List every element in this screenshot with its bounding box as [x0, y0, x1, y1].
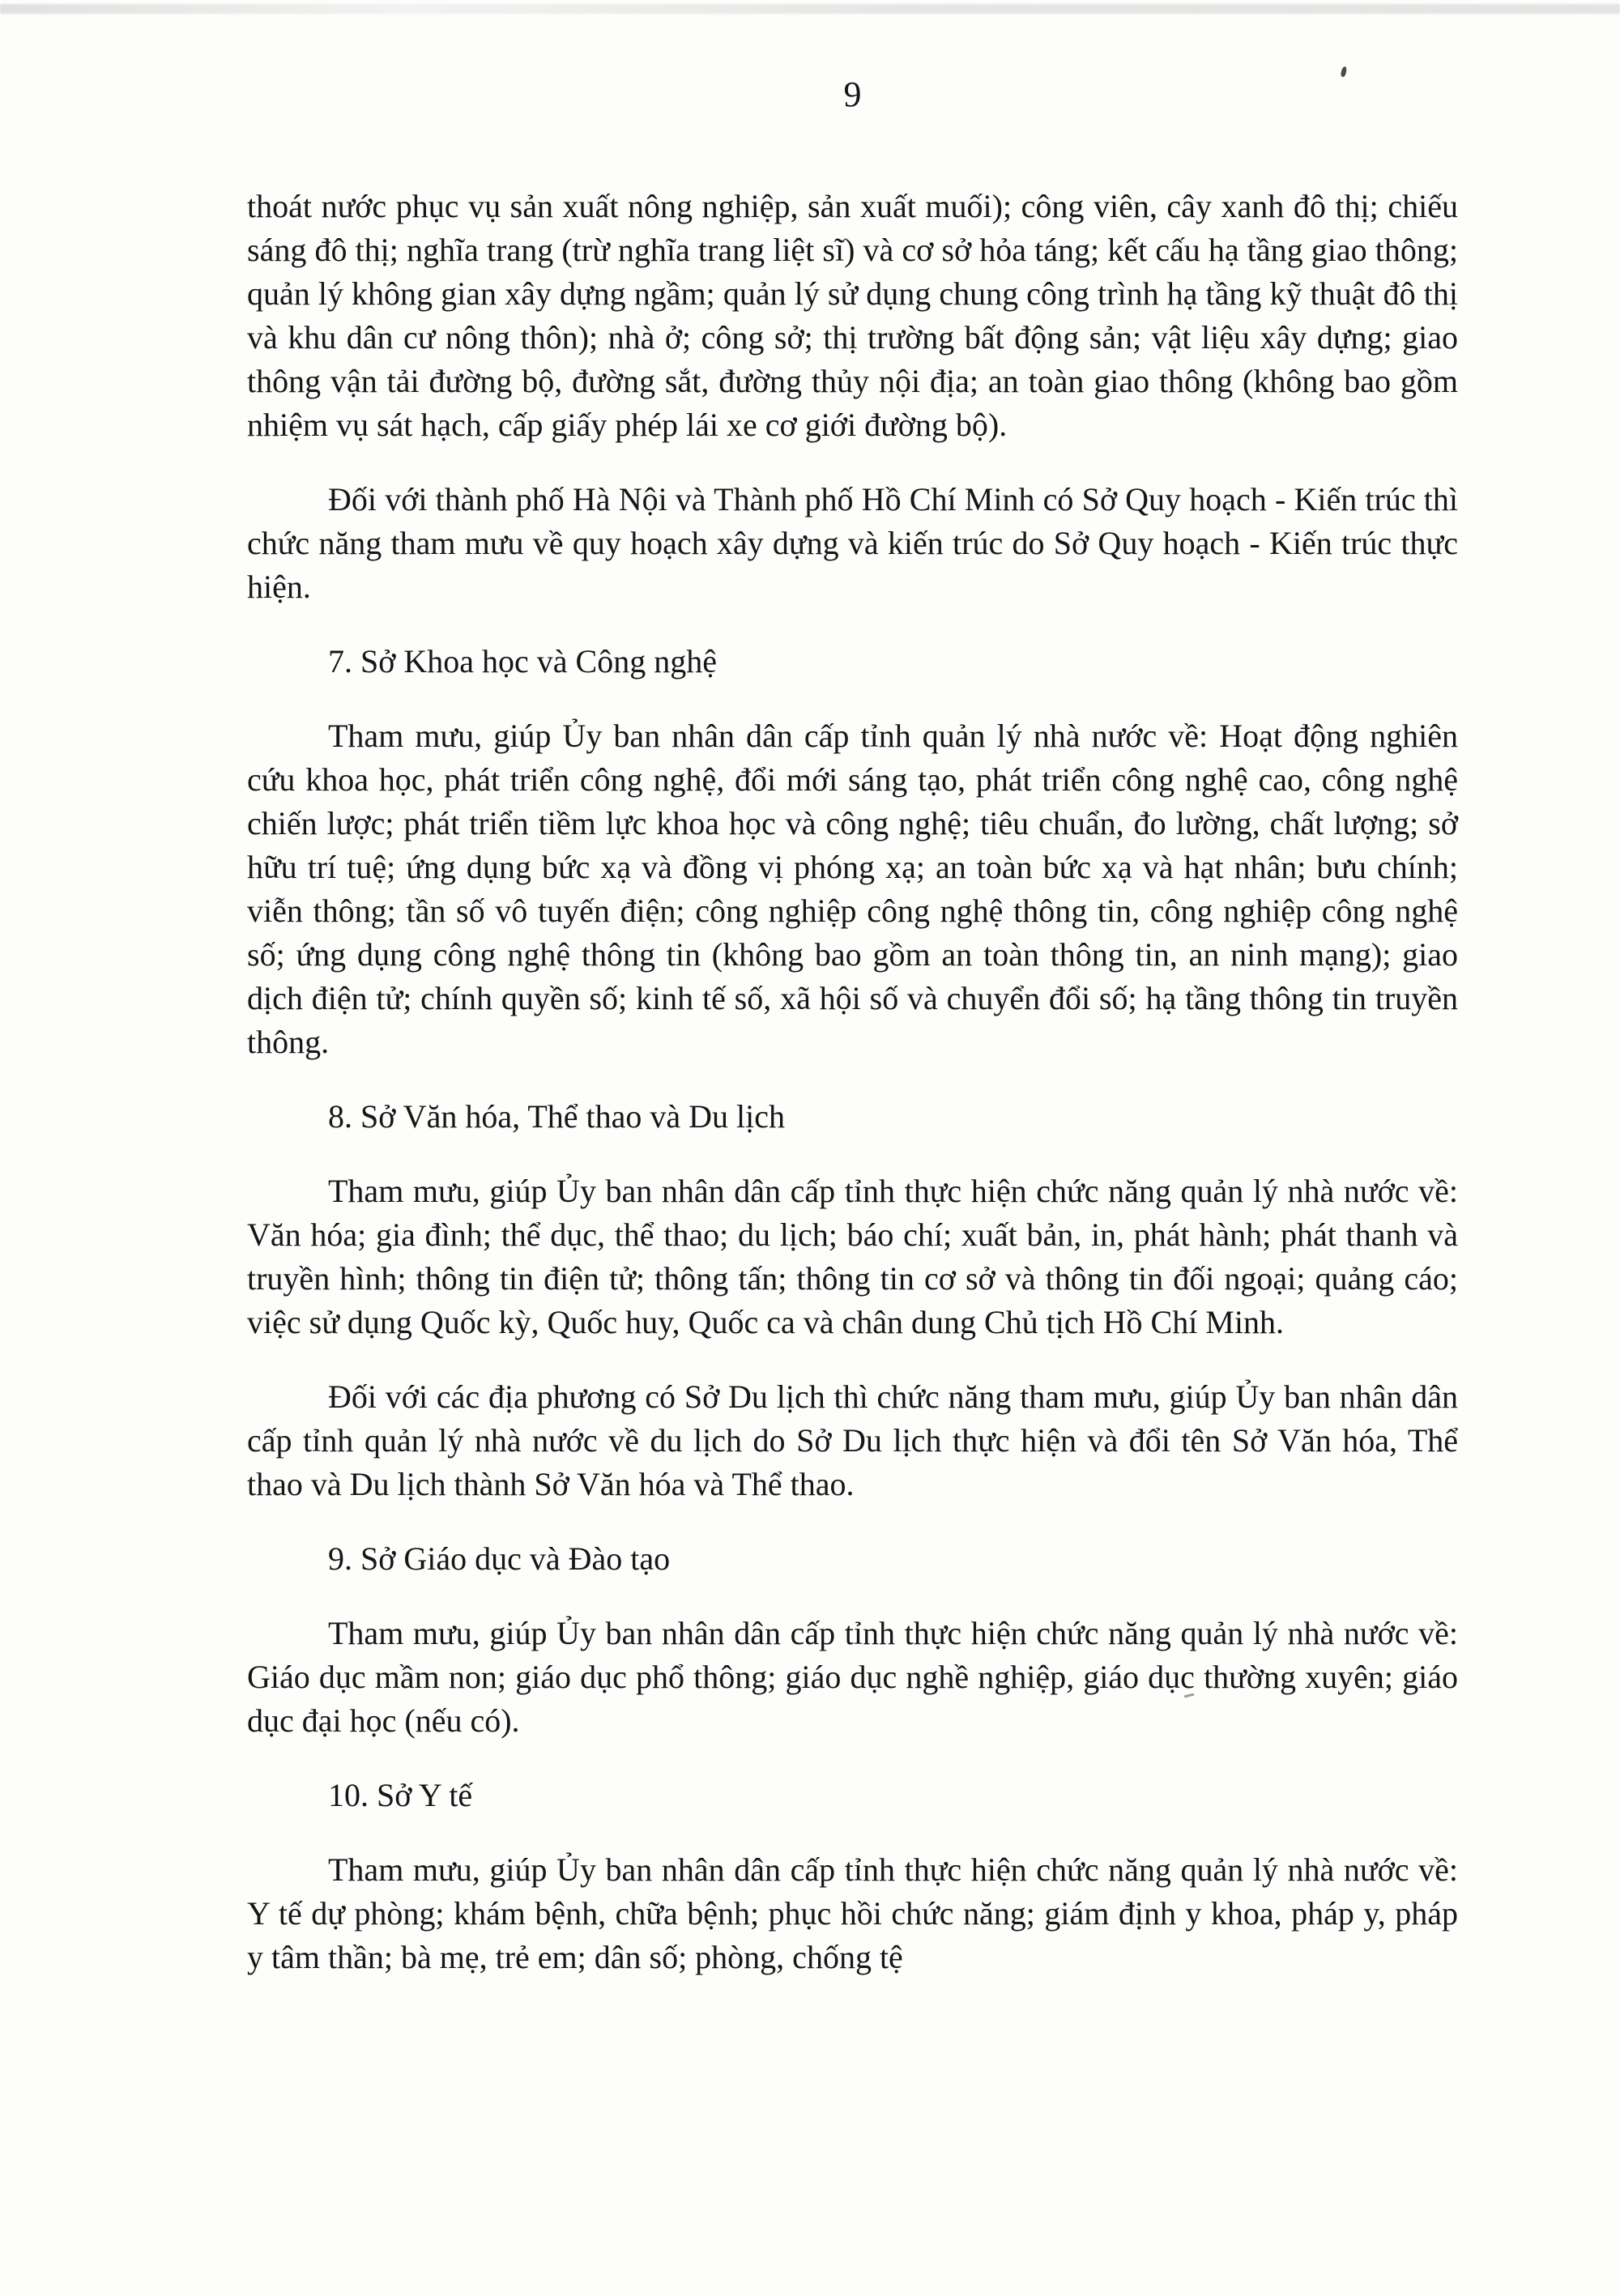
paragraph-hanoi-hcmc-planning-note: Đối với thành phố Hà Nội và Thành phố Hồ Chí Minh có Sở Quy hoạch - Kiến trúc thì chức năng tham mưu về quy hoạch xây dựng và kiến trúc do Sở Quy hoạch - Kiến trúc thực hiện.	[247, 481, 1458, 605]
paragraph-health-duties: Tham mưu, giúp Ủy ban nhân dân cấp tỉnh thực hiện chức năng quản lý nhà nước về: Y tế dự phòng; khám bệnh, chữa bệnh; phục hồi chức năng; giám định y khoa, pháp y, pháp y tâm thần; bà mẹ, trẻ em; dân số; phòng, chống tệ	[247, 1851, 1458, 1975]
paragraph-culture-sports-tourism-duties: Tham mưu, giúp Ủy ban nhân dân cấp tỉnh thực hiện chức năng quản lý nhà nước về: Văn hóa; gia đình; thể dục, thể thao; du lịch; báo chí; xuất bản, in, phát hành; phát thanh và truyền hình; thông tin điện tử; thông tấn; thông tin cơ sở và thông tin đối ngoại; quảng cáo; việc sử dụng Quốc kỳ, Quốc huy, Quốc ca và chân dung Chủ tịch Hồ Chí Minh.	[247, 1173, 1458, 1340]
heading-9-education-training: 9. Sở Giáo dục và Đào tạo	[328, 1540, 671, 1577]
scan-edge-artifact	[0, 4, 1620, 14]
heading-10-health: 10. Sở Y tế	[328, 1777, 473, 1813]
document-body	[247, 185, 1458, 2010]
paragraph-science-technology-duties: Tham mưu, giúp Ủy ban nhân dân cấp tỉnh quản lý nhà nước về: Hoạt động nghiên cứu khoa học, phát triển công nghệ, đổi mới sáng tạo, phát triển công nghệ cao, công nghệ chiến lược; phát triển tiềm lực khoa học và công nghệ; tiêu chuẩn, đo lường, chất lượng; sở hữu trí tuệ; ứng dụng bức xạ và đồng vị phóng xạ; an toàn bức xạ và hạt nhân; bưu chính; viễn thông; tần số vô tuyến điện; công nghiệp công nghệ thông tin, công nghiệp công nghệ số; ứng dụng công nghệ thông tin (không bao gồm an toàn thông tin, an ninh mạng); giao dịch điện tử; chính quyền số; kinh tế số, xã hội số và chuyển đổi số; hạ tầng thông tin truyền thông.	[247, 718, 1458, 1060]
paragraph-education-training-duties: Tham mưu, giúp Ủy ban nhân dân cấp tỉnh thực hiện chức năng quản lý nhà nước về: Giáo dục mầm non; giáo dục phổ thông; giáo dục nghề nghiệp, giáo dục thường xuyên; giáo dục đại học (nếu có).	[247, 1615, 1458, 1739]
paragraph-urban-infrastructure-continued: thoát nước phục vụ sản xuất nông nghiệp, sản xuất muối); công viên, cây xanh đô thị; chiếu sáng đô thị; nghĩa trang (trừ nghĩa trang liệt sĩ) và cơ sở hỏa táng; kết cấu hạ tầng giao thông; quản lý không gian xây dựng ngầm; quản lý sử dụng chung công trình hạ tầng kỹ thuật đô thị và khu dân cư nông thôn); nhà ở; công sở; thị trường bất động sản; vật liệu xây dựng; giao thông vận tải đường bộ, đường sắt, đường thủy nội địa; an toàn giao thông (không bao gồm nhiệm vụ sát hạch, cấp giấy phép lái xe cơ giới đường bộ).	[247, 188, 1458, 443]
paragraph-tourism-department-note: Đối với các địa phương có Sở Du lịch thì chức năng tham mưu, giúp Ủy ban nhân dân cấp tỉnh quản lý nhà nước về du lịch do Sở Du lịch thực hiện và đổi tên Sở Văn hóa, Thể thao và Du lịch thành Sở Văn hóa và Thể thao.	[247, 1378, 1458, 1502]
page-number: 9	[843, 75, 862, 114]
heading-7-science-technology: 7. Sở Khoa học và Công nghệ	[328, 643, 717, 679]
heading-8-culture-sports-tourism: 8. Sở Văn hóa, Thể thao và Du lịch	[328, 1098, 786, 1135]
